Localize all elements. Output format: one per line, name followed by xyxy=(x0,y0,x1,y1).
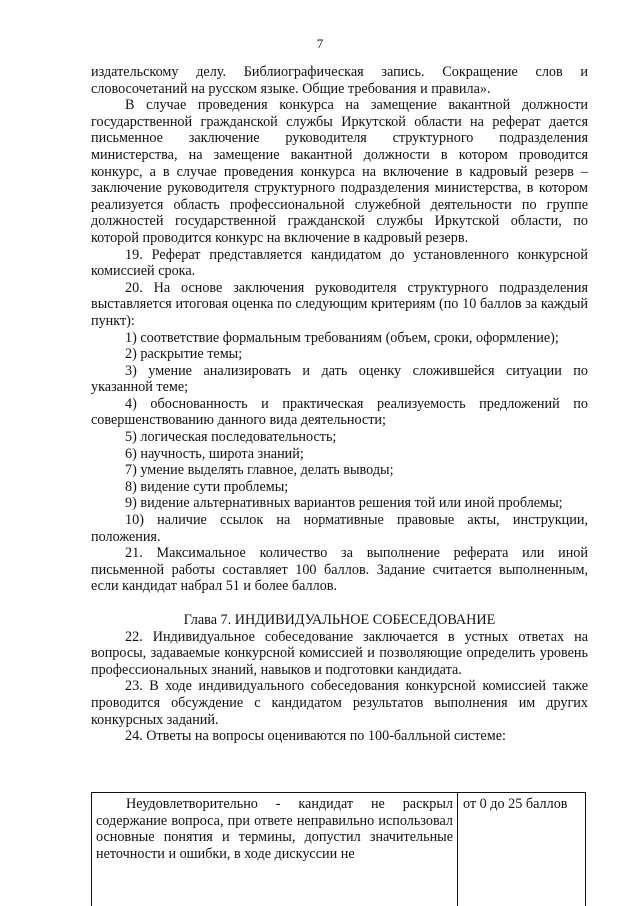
criterion-item: 6) научность, широта знаний; xyxy=(125,445,304,462)
criterion-item: 8) видение сути проблемы; xyxy=(125,478,289,495)
table-cell-description xyxy=(92,793,458,906)
criterion-item: 2) раскрытие темы; xyxy=(125,346,243,363)
document-body xyxy=(91,64,588,745)
paragraph-22: 22. Индивидуальное собеседование заключается в устных ответах на вопросы, задаваемые конкурсной комиссией и позволяющие определить уровень профессиональных знаний, навыков и подготовки кандидата. xyxy=(91,628,588,678)
paragraph-19: 19. Реферат представляется кандидатом до установленного конкурсной комиссией срока. xyxy=(91,246,588,280)
paragraph-23: 23. В ходе индивидуального собеседования конкурсной комиссией также проводится обсуждение с кандидатом результатов выполнения им других конкурсных заданий. xyxy=(91,678,588,728)
table-cell-score: от 0 до 25 баллов xyxy=(463,796,568,812)
paragraph-20: 20. На основе заключения руководителя структурного подразделения выставляется итоговая оценка по следующим критериям (по 10 баллов за каждый пункт): xyxy=(91,279,588,329)
criterion-item: 3) умение анализировать и дать оценку сложившейся ситуации по указанной теме; xyxy=(91,362,588,396)
score-description: Неудовлетворительно - кандидат не раскрыл содержание вопроса, при ответе неправильно использовал основные понятия и термины, допустил значительные неточности и ошибки, в ходе дискуссии не xyxy=(96,796,453,862)
paragraph-21: 21. Максимальное количество за выполнение реферата или иной письменной работы составляет 100 баллов. Задание считается выполненным, если кандидат набрал 51 и более баллов. xyxy=(91,545,588,595)
criterion-item: 1) соответствие формальным требованиям (объем, сроки, оформление); xyxy=(125,329,559,346)
chapter-heading: Глава 7. ИНДИВИДУАЛЬНОЕ СОБЕСЕДОВАНИЕ xyxy=(183,612,496,628)
paragraph-continuation: издательскому делу. Библиографическая запись. Сокращение слов и словосочетаний на русском языке. Общие требования и правила». xyxy=(91,64,588,97)
criterion-item: 7) умение выделять главное, делать выводы; xyxy=(125,462,394,479)
paragraph-referat-conclusion: В случае проведения конкурса на замещение вакантной должности государственной гражданской службы Иркутской области на реферат дается письменное заключение руководителя структурного подразделения министерства, на замещение вакантной должности в котором проводится конкурс, а в случае проведения конкурса на включение в кадровый резерв – заключение руководителя структурного подразделения министерства, в котором реализуется область профессиональной служебной деятельности по группе должностей государственной гражданской службы Иркутской области, по которой проводится конкурс на включение в кадровый резерв. xyxy=(91,97,588,246)
criterion-item: 10) наличие ссылок на нормативные правовые акты, инструкции, положения. xyxy=(91,512,588,545)
paragraph-24: 24. Ответы на вопросы оцениваются по 100-балльной системе: xyxy=(125,728,506,745)
criterion-item: 9) видение альтернативных вариантов решения той или иной проблемы; xyxy=(125,495,563,512)
score-table xyxy=(91,792,586,906)
criterion-item: 4) обоснованность и практическая реализуемость предложений по совершенствованию данного вида деятельности; xyxy=(91,395,588,429)
page-number: 7 xyxy=(316,36,324,51)
criterion-item: 5) логическая последовательность; xyxy=(125,429,337,446)
